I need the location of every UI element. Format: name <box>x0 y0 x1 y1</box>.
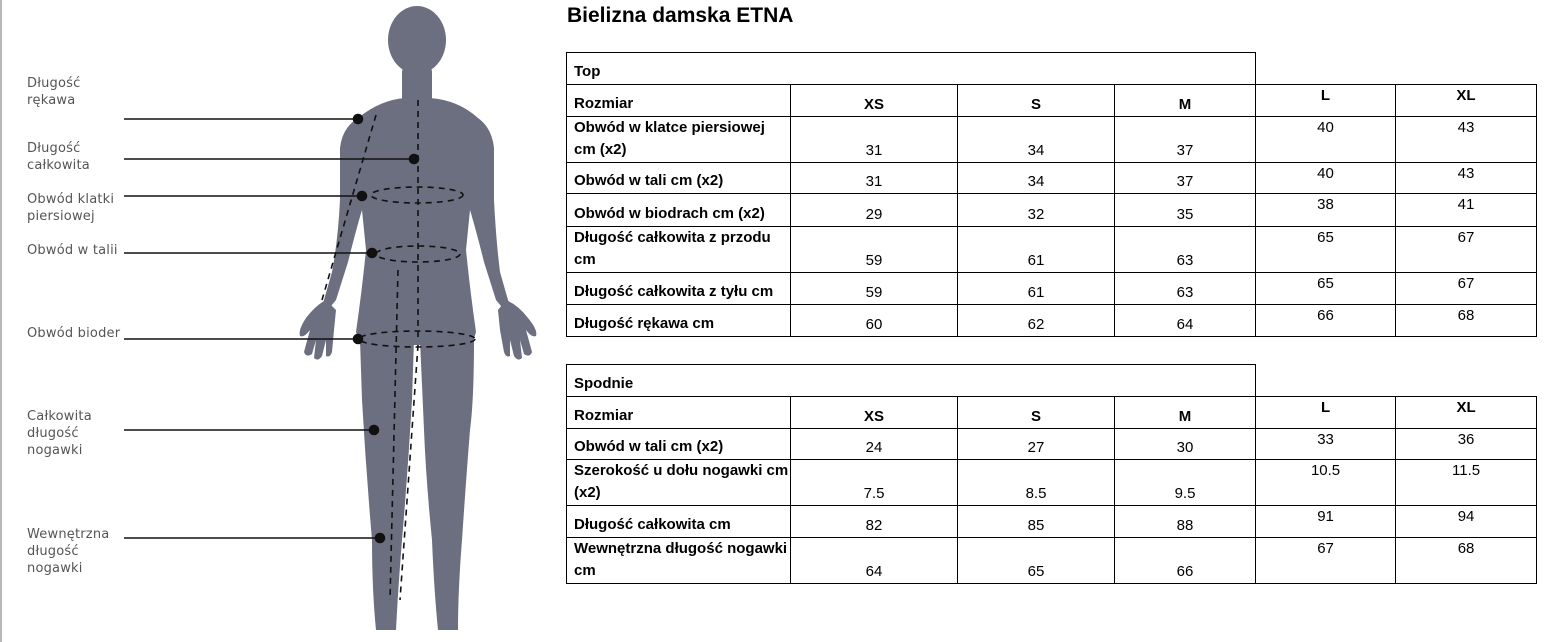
cell-s: 34 <box>958 117 1115 163</box>
cell-m: 66 <box>1115 538 1256 584</box>
size-s-header: S <box>958 397 1115 429</box>
table-row <box>567 305 1537 337</box>
table-row <box>567 194 1537 227</box>
size-m-header: M <box>1115 397 1256 429</box>
cell-xs: 31 <box>791 163 958 194</box>
cell-xs: 60 <box>791 305 958 337</box>
measurement-figure <box>0 0 560 642</box>
cell-s: 65 <box>958 538 1115 584</box>
row-label: Obwód w biodrach cm (x2) <box>567 194 791 227</box>
size-m-header: M <box>1115 85 1256 117</box>
table-row <box>567 273 1537 305</box>
label-leg-total <box>27 408 92 459</box>
bottom-size-table <box>566 364 1537 584</box>
cell-m: 37 <box>1115 117 1256 163</box>
cell-m: 88 <box>1115 506 1256 538</box>
cell-xs: 29 <box>791 194 958 227</box>
cell-xs: 31 <box>791 117 958 163</box>
label-hips <box>27 325 120 342</box>
cell-s: 85 <box>958 506 1115 538</box>
table-row <box>567 506 1537 538</box>
cell-m: 63 <box>1115 273 1256 305</box>
blank-cell <box>1256 53 1537 85</box>
blank-cell <box>1256 365 1537 397</box>
table-section-row <box>567 365 1537 397</box>
cell-s: 34 <box>958 163 1115 194</box>
cell-l: 40 <box>1256 163 1396 194</box>
table-row <box>567 227 1537 273</box>
size-header: Rozmiar <box>567 397 791 429</box>
cell-xl: 43 <box>1396 163 1537 194</box>
cell-l: 33 <box>1256 429 1396 460</box>
cell-xs: 82 <box>791 506 958 538</box>
cell-xl: 41 <box>1396 194 1537 227</box>
table-row <box>567 460 1537 506</box>
cell-xl: 68 <box>1396 538 1537 584</box>
row-label: Szerokość u dołu nogawki cm (x2) <box>567 460 791 506</box>
table-header-row <box>567 397 1537 429</box>
row-label: Obwód w tali cm (x2) <box>567 163 791 194</box>
cell-l: 10.5 <box>1256 460 1396 506</box>
size-xl-header: XL <box>1396 397 1537 429</box>
table-row <box>567 538 1537 584</box>
cell-xl: 36 <box>1396 429 1537 460</box>
row-label: Długość całkowita z przodu cm <box>567 227 791 273</box>
label-line: Obwód w talii <box>27 243 118 258</box>
table-section-row <box>567 53 1537 85</box>
cell-xs: 59 <box>791 227 958 273</box>
size-header: Rozmiar <box>567 85 791 117</box>
cell-m: 37 <box>1115 163 1256 194</box>
label-total-length <box>27 140 90 174</box>
section-title: Top <box>567 53 1256 85</box>
table-row <box>567 117 1537 163</box>
cell-l: 40 <box>1256 117 1396 163</box>
cell-l: 65 <box>1256 227 1396 273</box>
cell-xl: 94 <box>1396 506 1537 538</box>
label-line: Obwód klatki piersiowej <box>27 192 115 224</box>
label-leg-inner <box>27 526 109 577</box>
size-xs-header: XS <box>791 397 958 429</box>
cell-xs: 24 <box>791 429 958 460</box>
cell-l: 38 <box>1256 194 1396 227</box>
cell-s: 32 <box>958 194 1115 227</box>
label-line: Wewnętrzna długość nogawki <box>27 527 110 576</box>
size-s-header: S <box>958 85 1115 117</box>
cell-l: 65 <box>1256 273 1396 305</box>
size-xs-header: XS <box>791 85 958 117</box>
cell-l: 67 <box>1256 538 1396 584</box>
cell-xl: 67 <box>1396 227 1537 273</box>
row-label: Długość całkowita z tyłu cm <box>567 273 791 305</box>
cell-m: 64 <box>1115 305 1256 337</box>
label-waist <box>27 242 118 259</box>
label-chest <box>27 191 114 225</box>
table-row <box>567 429 1537 460</box>
size-l-header: L <box>1256 397 1396 429</box>
row-label: Obwód w klatce piersiowej cm (x2) <box>567 117 791 163</box>
cell-m: 63 <box>1115 227 1256 273</box>
cell-xs: 7.5 <box>791 460 958 506</box>
cell-s: 8.5 <box>958 460 1115 506</box>
cell-xs: 64 <box>791 538 958 584</box>
label-line: Całkowita długość nogawki <box>27 409 92 458</box>
table-header-row <box>567 85 1537 117</box>
silhouette-shape <box>300 6 537 630</box>
cell-l: 91 <box>1256 506 1396 538</box>
cell-xl: 68 <box>1396 305 1537 337</box>
cell-xl: 67 <box>1396 273 1537 305</box>
page-title: Bielizna damska ETNA <box>567 4 794 27</box>
row-label: Wewnętrzna długość nogawki cm <box>567 538 791 584</box>
top-size-table <box>566 52 1537 337</box>
cell-m: 35 <box>1115 194 1256 227</box>
cell-s: 61 <box>958 273 1115 305</box>
row-label: Długość rękawa cm <box>567 305 791 337</box>
label-line: Długość rękawa <box>27 76 81 108</box>
row-label: Obwód w tali cm (x2) <box>567 429 791 460</box>
cell-s: 62 <box>958 305 1115 337</box>
size-l-header: L <box>1256 85 1396 117</box>
table-row <box>567 163 1537 194</box>
cell-l: 66 <box>1256 305 1396 337</box>
section-title: Spodnie <box>567 365 1256 397</box>
cell-m: 9.5 <box>1115 460 1256 506</box>
cell-s: 61 <box>958 227 1115 273</box>
cell-m: 30 <box>1115 429 1256 460</box>
row-label: Długość całkowita cm <box>567 506 791 538</box>
size-xl-header: XL <box>1396 85 1537 117</box>
label-line: Obwód bioder <box>27 326 121 341</box>
cell-xl: 11.5 <box>1396 460 1537 506</box>
cell-xl: 43 <box>1396 117 1537 163</box>
label-sleeve-length <box>27 75 80 109</box>
label-line: Długość całkowita <box>27 141 90 173</box>
cell-xs: 59 <box>791 273 958 305</box>
cell-s: 27 <box>958 429 1115 460</box>
